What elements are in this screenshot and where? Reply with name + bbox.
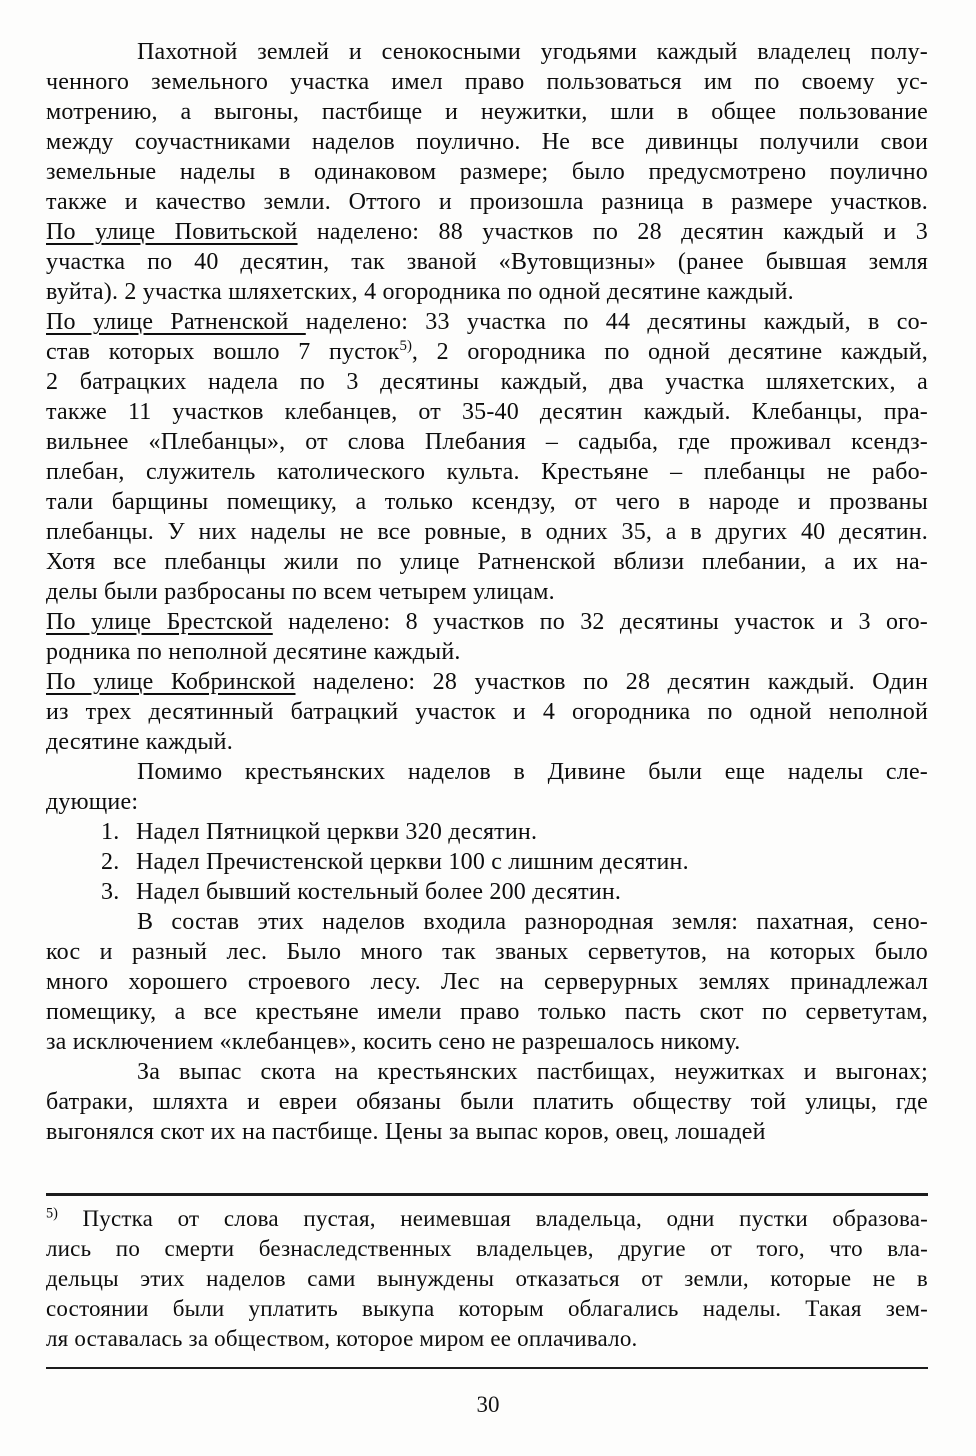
- text-run: мотрению, а выгоны, пастбище и неужитки, шли в общее пользование: [46, 99, 928, 125]
- underlined-street-heading: По улице Повитьской: [46, 219, 298, 245]
- body-text-block: [46, 37, 928, 1147]
- text-run: выгонялся скот их на пастбище. Цены за выпас коров, овец, лошадей: [46, 1119, 766, 1145]
- text-line: [46, 997, 928, 1027]
- text-line: [46, 667, 928, 697]
- text-line: [46, 397, 928, 427]
- text-line: [46, 907, 928, 937]
- text-run: дующие:: [46, 789, 139, 815]
- text-line: [46, 547, 928, 577]
- footnote-marker: 5): [46, 1205, 58, 1222]
- underlined-street-heading: По улице Брестской: [46, 609, 273, 635]
- text-run: земельные наделы в одинаковом размере; было предусмотрено поулично: [46, 159, 928, 185]
- text-line: [46, 1294, 928, 1324]
- text-line: [46, 277, 928, 307]
- text-run: наделено: 88 участков по 28 десятин каждый и 3: [297, 219, 928, 245]
- text-run: десятине каждый.: [46, 729, 233, 755]
- text-line: [46, 967, 928, 997]
- text-line: [46, 517, 928, 547]
- text-line: [46, 457, 928, 487]
- text-run: между соучастниками наделов поулично. Не все дивинцы получили свои: [46, 129, 928, 155]
- text-run: делы были разбросаны по всем четырем улицам.: [46, 579, 555, 605]
- text-run: лись по смерти безнаследственных владельцев, другие от того, что вла-: [46, 1236, 928, 1261]
- text-run: , 2 огородника по одной десятине каждый,: [411, 339, 928, 365]
- text-line: [46, 67, 928, 97]
- text-run: за исключением «клебанцев», косить сено не разрешалось никому.: [46, 1029, 741, 1055]
- list-number: 1.: [101, 819, 120, 845]
- text-line: [46, 637, 928, 667]
- text-line: [46, 427, 928, 457]
- text-line: [46, 577, 928, 607]
- text-run: вильнее «Плебанцы», от слова Плебания – садыба, где проживал ксендз-: [46, 429, 928, 455]
- text-run: кос и разный лес. Было много так званых серветутов, на которых было: [46, 939, 928, 965]
- text-line: [46, 1087, 928, 1117]
- text-line: [46, 937, 928, 967]
- text-run: тали барщины помещику, а только ксендзу, от чего в народе и прозваны: [46, 489, 928, 515]
- text-line: [46, 787, 928, 817]
- text-run: состоянии были уплатить выкупа которым облагались наделы. Такая зем-: [46, 1296, 928, 1321]
- text-run: также и качество земли. Оттого и произошла разница в размере участков.: [46, 189, 928, 215]
- text-line: [46, 97, 928, 127]
- text-line: [46, 607, 928, 637]
- text-run: участка по 40 десятин, так званой «Вутовщизны» (ранее бывшая земля: [46, 249, 928, 275]
- text-run: Пустка от слова пустая, неимевшая владельца, одни пустки образова-: [57, 1206, 928, 1231]
- text-line: [46, 487, 928, 517]
- text-run: помещику, а все крестьяне имели право только пасть скот по серветутам,: [46, 999, 928, 1025]
- text-line: [46, 1204, 928, 1234]
- text-line: [46, 1324, 928, 1354]
- text-line: [46, 247, 928, 277]
- text-line: [46, 187, 928, 217]
- text-line: [46, 727, 928, 757]
- text-line: [46, 37, 928, 67]
- text-line: [46, 697, 928, 727]
- text-line: [46, 817, 928, 847]
- text-run: родника по неполной десятине каждый.: [46, 639, 461, 665]
- text-run: плебан, служитель католического культа. Крестьяне – плебанцы не рабо-: [46, 459, 928, 485]
- text-run: также 11 участков клебанцев, от 35-40 десятин каждый. Клебанцы, пра-: [46, 399, 928, 425]
- text-line: [46, 127, 928, 157]
- list-number: 3.: [101, 879, 120, 905]
- text-run: ченного земельного участка имел право пользоваться им по своему ус-: [46, 69, 928, 95]
- text-run: плебанцы. У них наделы не все ровные, в одних 35, а в других 40 десятин.: [46, 519, 928, 545]
- text-run: Пахотной землей и сенокосными угодьями каждый владелец полу-: [137, 39, 928, 65]
- text-run: Помимо крестьянских наделов в Дивине были еще наделы сле-: [137, 759, 928, 785]
- text-run: В состав этих наделов входила разнородная земля: пахатная, сено-: [137, 909, 928, 935]
- text-line: [46, 847, 928, 877]
- text-run: наделено: 33 участка по 44 десятины каждый, в со-: [305, 309, 928, 335]
- text-run: Хотя все плебанцы жили по улице Ратненской вблизи плебании, а их на-: [46, 549, 928, 575]
- text-run: наделено: 28 участков по 28 десятин каждый. Один: [295, 669, 928, 695]
- text-line: [46, 1027, 928, 1057]
- text-line: [46, 157, 928, 187]
- text-line: [46, 1264, 928, 1294]
- text-line: [46, 757, 928, 787]
- underlined-street-heading: По улице Кобринской: [46, 669, 296, 695]
- text-run: Надел Пречистенской церкви 100 с лишним десятин.: [136, 849, 689, 875]
- list-number: 2.: [101, 849, 120, 875]
- underlined-street-heading: По улице Ратненской: [46, 309, 306, 335]
- text-run: наделено: 8 участков по 32 десятины участок и 3 ого-: [272, 609, 928, 635]
- footnote-marker: 5): [399, 338, 412, 354]
- text-run: дельцы этих наделов сами вынуждены отказаться от земли, которые не в: [46, 1266, 928, 1291]
- text-run: Надел бывший костельный более 200 десятин.: [136, 879, 622, 905]
- text-line: [46, 337, 928, 367]
- text-run: 2 батрацких надела по 3 десятины каждый, два участка шляхетских, а: [46, 369, 928, 395]
- text-run: За выпас скота на крестьянских пастбищах, неужитках и выгонах;: [137, 1059, 928, 1085]
- text-line: [46, 1117, 928, 1147]
- text-line: [46, 877, 928, 907]
- text-run: став которых вошло 7 пусток: [46, 339, 400, 365]
- text-line: [46, 307, 928, 337]
- text-line: [46, 1057, 928, 1087]
- footnote-block: [46, 1193, 928, 1369]
- text-line: [46, 367, 928, 397]
- text-run: из трех десятинный батрацкий участок и 4 огородника по одной неполной: [46, 699, 928, 725]
- text-line: [46, 1234, 928, 1264]
- text-run: вуйта). 2 участка шляхетских, 4 огородника по одной десятине каждый.: [46, 279, 794, 305]
- text-run: ля оставалась за обществом, которое миром ее оплачивало.: [46, 1326, 638, 1351]
- text-run: Надел Пятницкой церкви 320 десятин.: [136, 819, 538, 845]
- text-run: батраки, шляхта и евреи обязаны были платить обществу той улицы, где: [46, 1089, 928, 1115]
- page-number: 30: [476, 1392, 500, 1417]
- text-run: много хорошего строевого лесу. Лес на серверурных землях принадлежал: [46, 969, 928, 995]
- text-line: [46, 217, 928, 247]
